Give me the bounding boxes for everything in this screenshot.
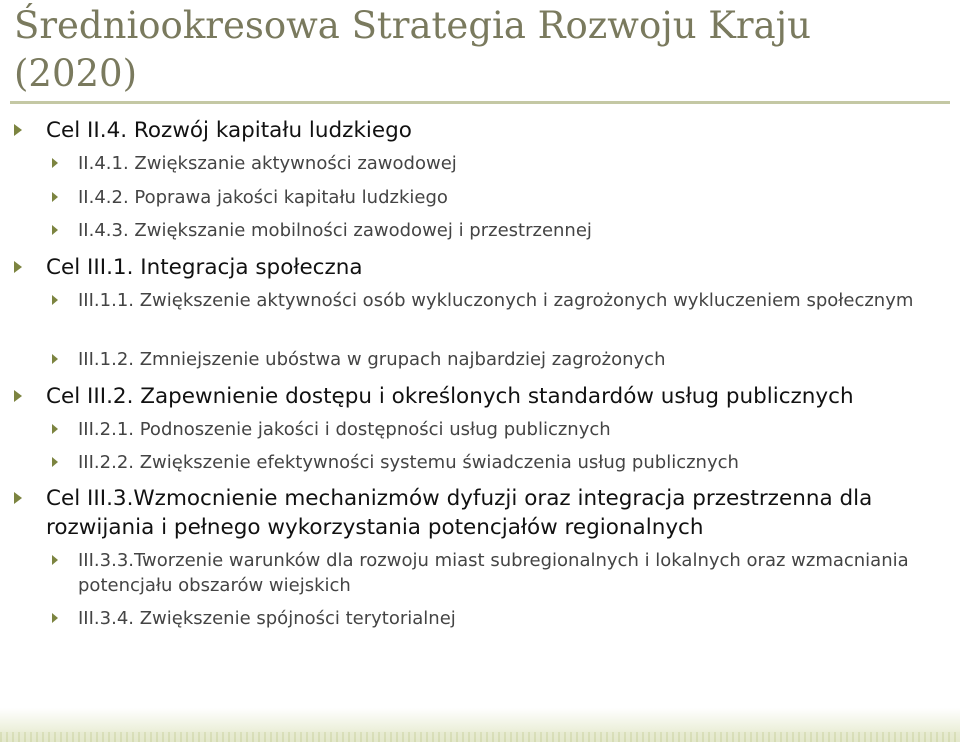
bullet-arrow-icon bbox=[14, 124, 22, 136]
list-item: Cel II.4. Rozwój kapitału ludzkiego bbox=[46, 118, 412, 143]
list-item: III.3.3.Tworzenie warunków dla rozwoju miast subregionalnych i lokalnych oraz wzmacniania potencjału obszarów wiejskich bbox=[78, 550, 909, 596]
list-item: Cel III.3.Wzmocnienie mechanizmów dyfuzji oraz integracja przestrzenna dla rozwijania i pełnego wykorzystania potencjałów regionalnych bbox=[46, 486, 873, 540]
bullet-arrow-icon bbox=[52, 225, 58, 235]
bullet-arrow-icon bbox=[52, 424, 58, 434]
bullet-arrow-icon bbox=[14, 390, 22, 402]
footer-pattern bbox=[0, 732, 960, 742]
bullet-arrow-icon bbox=[14, 492, 22, 504]
bullet-arrow-icon bbox=[14, 261, 22, 273]
bullet-arrow-icon bbox=[52, 613, 58, 623]
list-item: III.2.1. Podnoszenie jakości i dostępności usług publicznych bbox=[78, 419, 611, 440]
list-item: II.4.1. Zwiększanie aktywności zawodowej bbox=[78, 153, 457, 174]
bullet-arrow-icon bbox=[52, 457, 58, 467]
list-item: Cel III.1. Integracja społeczna bbox=[46, 255, 363, 280]
bullet-arrow-icon bbox=[52, 192, 58, 202]
list-item: II.4.2. Poprawa jakości kapitału ludzkiego bbox=[78, 187, 448, 208]
bullet-arrow-icon bbox=[52, 555, 58, 565]
list-item: II.4.3. Zwiększanie mobilności zawodowej i przestrzennej bbox=[78, 220, 592, 241]
slide-title: Średniookresowa Strategia Rozwoju Kraju (2020) bbox=[14, 4, 811, 95]
bullet-arrow-icon bbox=[52, 354, 58, 364]
list-item: III.1.1. Zwiększenie aktywności osób wykluczonych i zagrożonych wykluczeniem społecznym bbox=[78, 290, 914, 311]
bullet-arrow-icon bbox=[52, 158, 58, 168]
list-item: III.1.2. Zmniejszenie ubóstwa w grupach najbardziej zagrożonych bbox=[78, 349, 666, 370]
list-item: Cel III.2. Zapewnienie dostępu i określonych standardów usług publicznych bbox=[46, 384, 854, 409]
bullet-arrow-icon bbox=[52, 295, 58, 305]
list-item: III.2.2. Zwiększenie efektywności systemu świadczenia usług publicznych bbox=[78, 452, 739, 473]
list-item: III.3.4. Zwiększenie spójności terytorialnej bbox=[78, 608, 456, 629]
